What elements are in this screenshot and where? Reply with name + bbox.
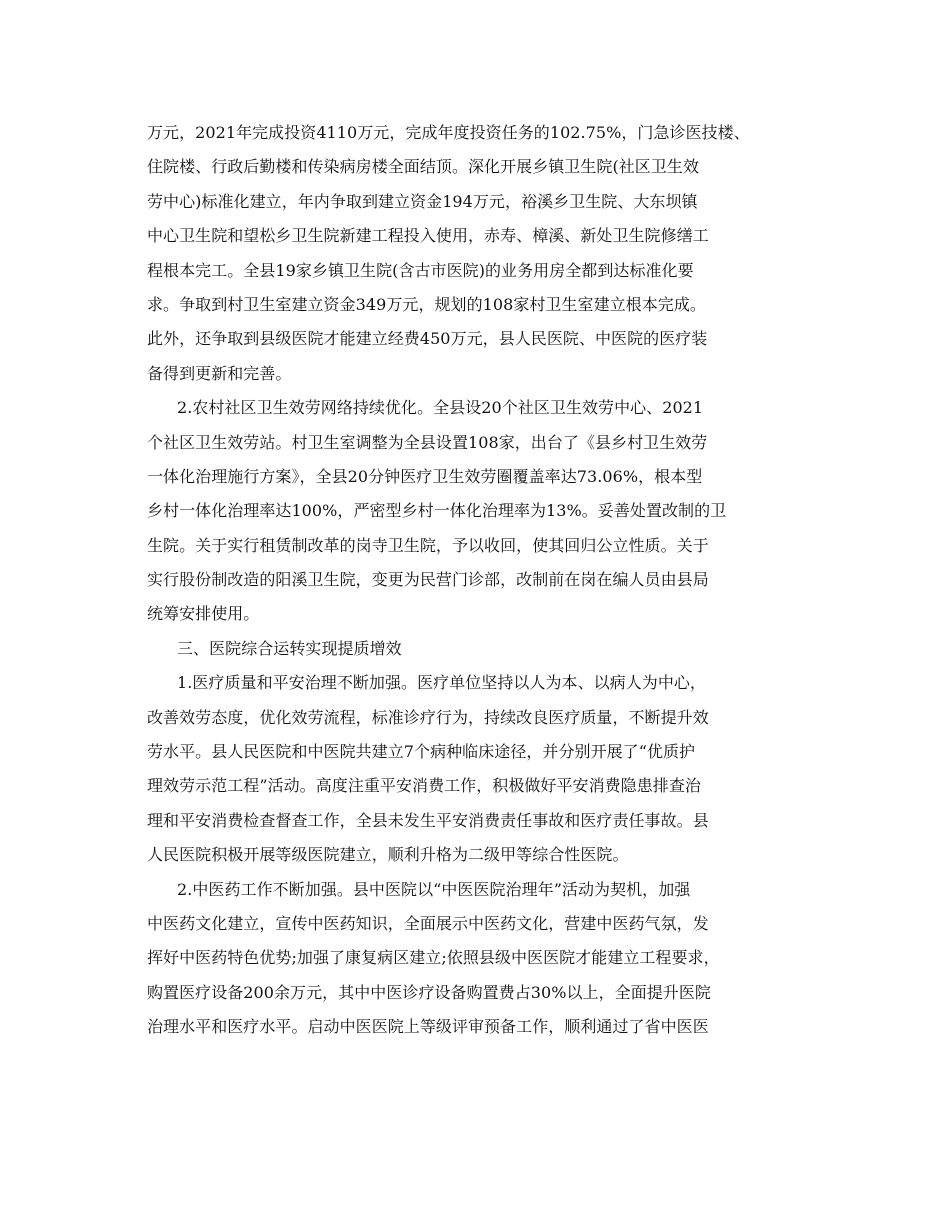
text-line: 统筹安排使用。 <box>147 604 260 624</box>
section-heading: 三、医院综合运转实现提质增效 <box>177 638 402 658</box>
text-line: 改善效劳态度，优化效劳流程，标准诊疗行为，持续改良医疗质量，不断提升效 <box>147 707 709 727</box>
text-line: 程根本完工。全县19家乡镇卫生院(含古市医院)的业务用房全都到达标准化要 <box>147 260 694 280</box>
text-line: 理效劳示范工程”活动。高度注重平安消费工作，积极做好平安消费隐患排查治 <box>147 776 701 796</box>
text-line: 劳水平。县人民医院和中医院共建立7个病种临床途径，并分别开展了“优质护 <box>147 742 696 762</box>
text-line: 个社区卫生效劳站。村卫生室调整为全县设置108家，出台了《县乡村卫生效劳 <box>147 432 708 452</box>
text-line: 劳中心)标准化建立，年内争取到建立资金194万元，裕溪乡卫生院、大东坝镇 <box>147 191 698 211</box>
paragraph-start-line: 1.医疗质量和平安治理不断加强。医疗单位坚持以人为本、以病人为中心， <box>177 673 706 693</box>
text-line: 理和平安消费检查督查工作，全县未发生平安消费责任事故和医疗责任事故。县 <box>147 810 709 830</box>
text-line: 备得到更新和完善。 <box>147 363 292 383</box>
text-line: 人民医院积极开展等级医院建立，顺利升格为二级甲等综合性医院。 <box>147 845 629 865</box>
text-line: 挥好中医药特色优势;加强了康复病区建立;依照县级中医医院才能建立工程要求， <box>147 948 720 968</box>
text-line: 购置医疗设备200余万元，其中中医诊疗设备购置费占30%以上，全面提升医院 <box>147 982 711 1002</box>
text-line: 生院。关于实行租赁制改革的岗寺卫生院，予以收回，使其回归公立性质。关于 <box>147 535 709 555</box>
text-line: 住院楼、行政后勤楼和传染病房楼全面结顶。深化开展乡镇卫生院(社区卫生效 <box>147 157 699 177</box>
text-line: 乡村一体化治理率达100%，严密型乡村一体化治理率为13%。妥善处置改制的卫 <box>147 501 727 521</box>
text-line: 中心卫生院和望松乡卫生院新建工程投入使用，赤寿、樟溪、新处卫生院修缮工 <box>147 226 709 246</box>
paragraph-start-line: 2.农村社区卫生效劳网络持续优化。全县设20个社区卫生效劳中心、2021 <box>177 398 704 418</box>
text-line: 求。争取到村卫生室建立资金349万元，规划的108家村卫生室建立根本完成。 <box>147 294 706 314</box>
text-line: 一体化治理施行方案》，全县20分钟医疗卫生效劳圈覆盖率达73.06%，根本型 <box>147 466 703 486</box>
text-line: 实行股份制改造的阳溪卫生院，变更为民营门诊部，改制前在岗在编人员由县局 <box>147 570 709 590</box>
text-line: 万元，2021年完成投资4110万元，完成年度投资任务的102.75%，门急诊医技楼、 <box>147 123 750 142</box>
paragraph-start-line: 2.中医药工作不断加强。县中医院以“中医医院治理年”活动为契机，加强 <box>177 879 691 899</box>
text-line: 此外，还争取到县级医院才能建立经费450万元，县人民医院、中医院的医疗装 <box>147 329 708 349</box>
text-line: 治理水平和医疗水平。启动中医医院上等级评审预备工作，顺利通过了省中医医 <box>147 1017 709 1037</box>
text-line: 中医药文化建立，宣传中医药知识，全面展示中医药文化，营建中医药气氛，发 <box>147 913 709 933</box>
